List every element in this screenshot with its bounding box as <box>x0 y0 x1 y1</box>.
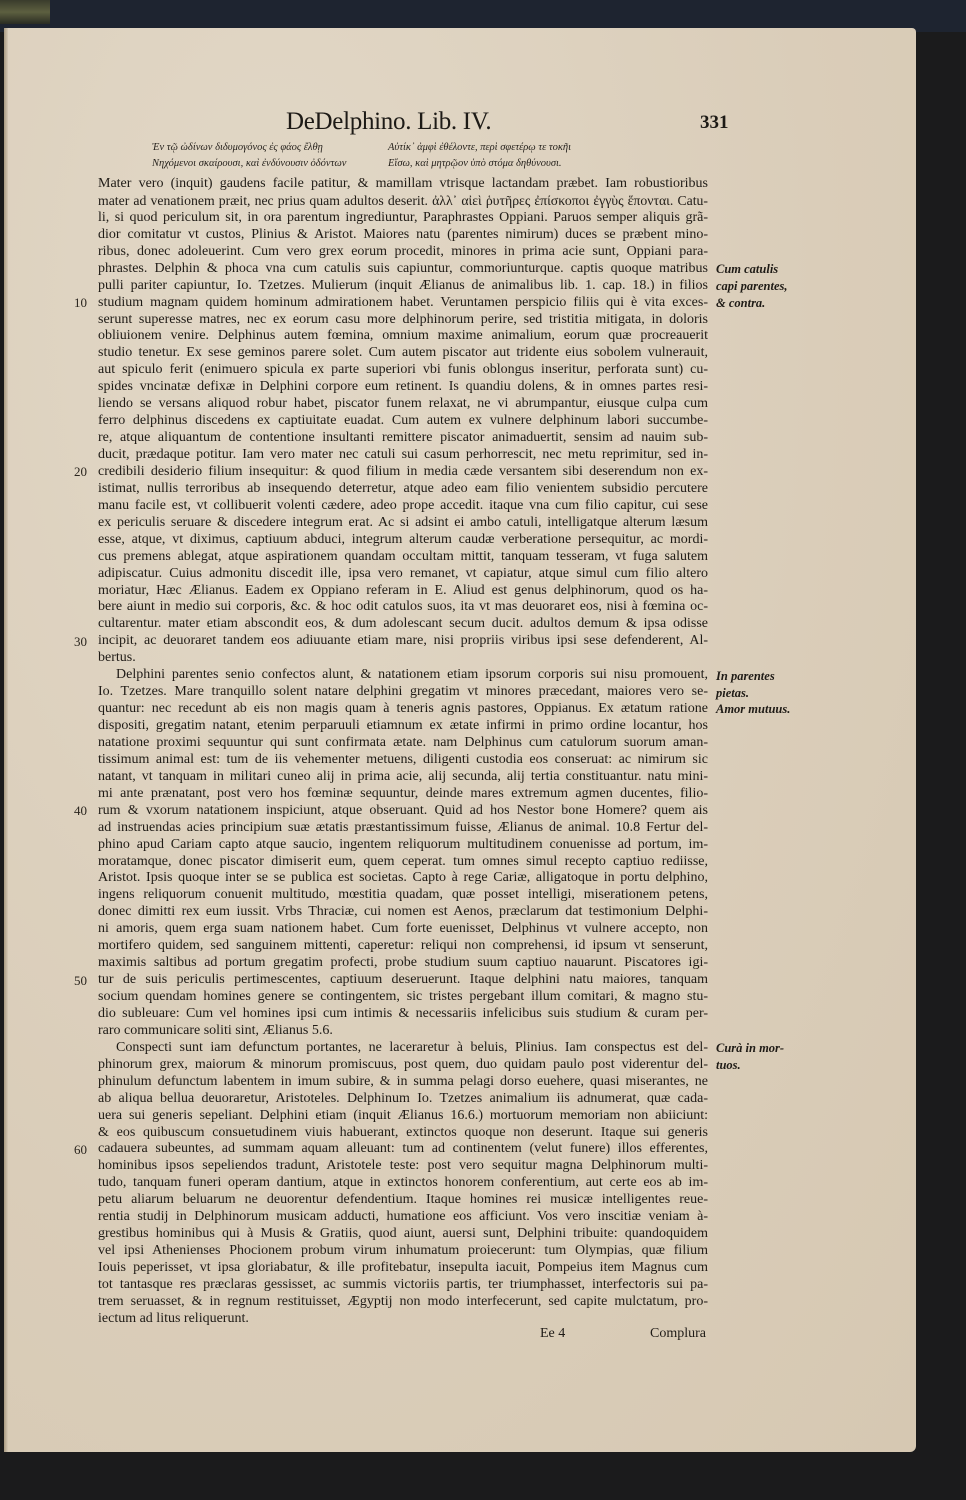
text-line: tot tantasque res præclaras gessisset, ac summis victoriis partis, ter triumphasset, interfectoris sui pa- <box>98 1276 708 1292</box>
text-line: serunt superesse matres, nec ex eorum casu more delphinorum perire, sed tristitia mitigata, in doloris <box>98 311 708 327</box>
text-line: rum & vxorum natationem inspiciunt, atque obseruant. Quid ad hos Nestor bone Homere? quem ais <box>98 802 708 818</box>
text-line: aut spiculo ferit (enimuero spicula ex parte superiori vbi funis oblongus inseritur, perforata sunt) cu- <box>98 362 708 378</box>
text-line: Conspecti sunt iam defunctum portantes, ne laceraretur à beluis, Plinius. Iam conspectus est del- <box>116 1039 708 1055</box>
text-line: bertus. <box>98 650 136 666</box>
margin-note: capi parentes, <box>716 278 788 293</box>
text-line: re, atque aliquantum de contentione insultanti remittere piscator animaduertit, sensim ad nauim sub- <box>98 430 708 446</box>
text-line: istimat, nullis terroribus ab insequendo deterretur, atque adeo eam filio venientem subsidio percutere <box>98 480 708 496</box>
text-line: Iouis peperisset, vt ipsa gloriabatur, & ille profitebatur, insepulta iacuit, Pompeius item Magnus cum <box>98 1260 708 1275</box>
line-number: 30 <box>74 633 87 649</box>
text-line: spides vncinatæ defixæ in Delphini corpore eum retinent. Is quandiu dolens, & in omnes partes resi- <box>98 379 708 395</box>
text-line: credibili desiderio filium insequitur: & quod filium in media cæde versantem sibi deserendum non ex- <box>98 463 708 479</box>
text-line: dior comitatur vt custos, Plinius & Aristot. Maiores natu (parentes nimirum) duces se præbent mino- <box>98 226 708 242</box>
text-line: hominibus ipsos sepeliendos tradunt, Aristotele teste: post vero sequitur magna Delphinorum multi- <box>98 1158 708 1174</box>
text-line: natatione proximi sequuntur qui sunt confirmata ætate. nam Delphinus cum catulorum suorum aman- <box>98 734 708 750</box>
margin-note: Amor mutuus. <box>716 702 791 717</box>
text-line: iectum ad litus reliquerunt. <box>98 1310 249 1326</box>
text-line: cadauera subeuntes, ad summam aquam alleuant: tum ad continentem (velut funere) illos efferentes, <box>98 1141 708 1157</box>
text-line: mortifero quidem, sed sanguinem mittenti, caperetur: reliqui non comprehensi, id ipsum vt senserunt, <box>98 938 708 954</box>
text-line: ad instruendas acies principium suæ ætatis præstantissimum fuisse, Ælianus de animal. 10.8 Fertur del- <box>98 819 708 835</box>
text-line: studio tenetur. Ex sese geminos parere solet. Cum autem piscator aut tridente eius sobolem vulnerauit, <box>98 345 708 361</box>
text-line: donec dimitti rex eum iussit. Vrbs Thraciæ, cui nomen est Aenos, præclarum dat testimonium Delphi- <box>98 904 708 920</box>
text-line: ab aliqua bellua deuoraretur, Aristoteles. Delphinum Io. Tzetzes animalium iis adnumerat, quæ cada- <box>98 1090 708 1106</box>
line-number: 50 <box>74 972 87 988</box>
body-text <box>98 176 708 1328</box>
margin-note: Cum catulis <box>716 261 779 276</box>
page-gutter-edge <box>4 28 8 1452</box>
text-line: maximis saltibus ad portum gregatim profecti, probe studium suum captiuo nauarunt. Piscatores igi- <box>98 955 708 971</box>
text-line: esse, atque, vt diximus, captiuum abduci, integrum alterum caudæ verberatione persequitur, ac mordi- <box>98 531 708 547</box>
text-line: ferro delphinus discedens ex captiuitate euadat. Cum autem ex vulnere delphinum labori succumbe- <box>98 413 708 429</box>
text-line: moriatur, Hæc Ælianus. Eadem ex Oppiano referam in E. Aliud est genus delphinorum, quod os ha- <box>98 582 708 598</box>
text-line: ex periculis seruare & discedere integrum erat. Ac si adsint ei ambo catuli, intelligatque alterum læsum <box>98 514 708 530</box>
text-line: & eos quibuscum consuetudinem viuis habuerant, extinctos quoque non deserunt. Itaque sui generis <box>98 1124 708 1140</box>
text-line: incipit, ac deuoraret tandem eos adiuuante etiam mare, nisi propriis viribus ipsi sese defenderent, Al- <box>98 633 708 649</box>
line-number: 40 <box>74 803 87 819</box>
text-line: cultarentur. mater etiam abscondit eos, & dum adolescant secum ducit. adultos demum & ipsa odisse <box>98 616 708 632</box>
line-number: 60 <box>74 1142 87 1158</box>
text-line: grestibus hominibus qui à Musis & Gratiis, quod aiunt, auersi sunt, Delphini tribuite: quandoquidem <box>98 1226 708 1242</box>
text-line: Delphini parentes senio confectos alunt, & natationem etiam ipsorum corporis sui nisu promouent, <box>116 667 708 683</box>
margin-note: tuos. <box>716 1058 741 1073</box>
text-line: adipiscatur. Cuius admonitu discedit ille, ipsa vero remanet, vt capiatur, atque simul cum filio altero <box>98 565 708 581</box>
line-number: 20 <box>74 464 87 480</box>
paragraph <box>98 1040 708 1328</box>
text-line: tissimum animal est: tum de iis vehementer metuens, diligenti custodia eos conseruat: ac nimirum sic <box>98 751 708 767</box>
text-line: moratamque, donec piscator dimiserit eum, quem ceperat. tum omnes simul recepto captiuo rediisse, <box>98 853 708 869</box>
text-line: ribus, donec adoleuerint. Cum vero grex eorum procedit, minores in prima acie sunt, Oppiani para- <box>98 243 708 259</box>
text-line: tudo, tanquam funeri operam dantium, atque in extinctos honorem conferentium, aut certe eos ab im- <box>98 1175 708 1191</box>
margin-note: Curà in mor- <box>716 1041 785 1056</box>
text-line: ni amoris, quem erga suam nationem habet. Cum forte euenisset, Delphinus vt vulnere accepto, non <box>98 921 708 937</box>
signature-mark: Ee 4 <box>540 1326 566 1341</box>
text-line: obliuionem venire. Delphinus autem fœmina, omnium maxime animalium, eorum quæ procreauerit <box>98 328 708 344</box>
text-line: quantur: nec recedunt ab eis non magis quam à teneris agnis pastores, Oppianus. Ex ætatum ratione <box>98 701 708 717</box>
margin-note: pietas. <box>716 685 749 700</box>
greek-verse-left-2: Νηχόμενοι σκαίρουσι, καὶ ἐνδύνουσιν ὀδόντων <box>152 158 347 169</box>
text-line: ducit, prædaque potitur. Iam vero mater nec catuli sui casum perhorrescit, nec metu reprimitur, sed in- <box>98 447 708 462</box>
text-line: dispositi, gregatim natant, etenim perparuuli etiamnum ex ætate infirmi in primo ordine locantur, hos <box>98 718 708 733</box>
paragraph <box>98 667 708 1040</box>
paragraph <box>98 176 708 667</box>
text-line: phinulum defunctum labentem in imum subire, & in summa pelagi dorso euehere, quasi miserantes, ne <box>98 1073 708 1089</box>
greek-verse-right-2: Εἴσω, καὶ μητρῷον ὑπὸ στόμα δηθύνουσι. <box>388 158 562 169</box>
text-line: phrastes. Delphin & phoca vna cum catulis suis capiuntur, commoriunturque. captis quoque matribus <box>98 260 708 276</box>
text-line: mi ante prænatant, post vero hos fœminæ sequuntur, deinde mares extremum agmen ducentes, filio- <box>98 785 708 801</box>
text-line: phinorum grex, maiorum & minorum promiscuus, post quem, duo quidam paulo post viderentur del- <box>98 1056 708 1072</box>
text-line: tur de suis periculis pertimescentes, captiuum deseruerunt. Itaque delphini natu maiores, tanquam <box>98 972 708 988</box>
text-line: Mater vero (inquit) gaudens facile patitur, & mamillam vtrisque lactandam præbet. Iam robustioribus <box>98 176 708 191</box>
text-line: Aristot. Ipsis quoque inter se se publica est societas. Capto à rege Cariæ, alligatoque in portu delphino, <box>98 870 708 886</box>
text-line: socium quendam homines genere se contingentem, sic tristes pergebant illum comitari, & magno stu- <box>98 989 708 1004</box>
margin-note: & contra. <box>716 295 766 310</box>
text-line: bere aiunt in medio sui corporis, &c. & hoc odit catulos suos, ita vt mas deuoraret eos, nisi à fœmina oc- <box>98 599 708 615</box>
text-line: uera sui generis sepeliant. Delphini etiam (inquit Ælianus 16.6.) mortuorum memoriam non abiiciunt: <box>98 1107 708 1123</box>
running-title: DeDelphino. Lib. IV. <box>286 108 492 135</box>
text-line: studium magnam quidem hominum admirationem habet. Veruntamen perspicio filiis qui è vita exces- <box>98 294 708 310</box>
book-binding <box>0 0 50 24</box>
text-line: pulli pariter capiuntur, Io. Tzetzes. Mulierum (inquit Ælianus de animalibus lib. 1. cap. 18.) in filios <box>98 277 708 293</box>
text-line: cus premens ablegat, atque aspirationem quandam occultam mittit, tanquam tesseram, vt fuga salutem <box>98 548 708 564</box>
greek-verse-left-1: Ἐν τῷ ὠδίνων διδυμογόνος ἐς φάος ἔλθῃ <box>152 142 323 153</box>
text-line: dio subleuare: Cum vel homines ipsi cum intimis & necessariis infelicibus suis studium & curam per- <box>98 1005 708 1021</box>
text-line: liendo se versans aliquod robur habet, piscator funem relaxat, ne vi abrumpantur, eiusque culpa cum <box>98 396 708 412</box>
text-line: manu facile est, vt collibuerit volenti cædere, adeo prope accedit. itaque vna cum filio capitur, cui sese <box>98 497 708 513</box>
text-line: raro communicare soliti sint, Ælianus 5.6. <box>98 1022 333 1038</box>
text-line: petu aliarum beluarum ne deuorentur defendentium. Itaque homines rei musicæ intelligentes reue- <box>98 1192 708 1208</box>
text-line: li, si quod periculum sit, in ora parentum ingrediuntur, Paraphrastes Oppiani. Paruos semper aliquis grã- <box>98 209 708 225</box>
catchword: Complura <box>650 1326 706 1341</box>
page-number: 331 <box>700 112 729 133</box>
text-line: phino apud Cariam capto atque saucio, ingentem reliquorum multitudinem conuenisse ad portum, im- <box>98 836 708 852</box>
text-line: rentia studij in Delphinorum musicam adducti, humatione eos afficiunt. Vos vero inscitiæ veniam à- <box>98 1209 708 1225</box>
text-line: vel ipsi Athenienses Phocionem probum virum inhumatum proiecerunt: tum Olympias, quæ filium <box>98 1243 708 1259</box>
greek-verse-right-1: Αὐτίκ᾽ ἀμφὶ ἐθέλοντε, περὶ σφετέρῳ τε τοκῆι <box>388 142 572 153</box>
text-line: ingens reliquorum conuenit multitudo, mœstitia quadam, quæ posset intelligi, miserationem petens, <box>98 887 708 903</box>
text-line: Io. Tzetzes. Mare tranquillo solent natare delphini gregatim vt minores præcedant, maiores vero se- <box>98 684 708 700</box>
text-line: trem seruasset, & in regnum restituisset, Ægyptij non modo interfecerunt, sed capite mulctatum, pro- <box>98 1293 708 1309</box>
text-line: mater ad venationem præit, nec prius quam adultos deserit. ἀλλ᾽ αἰεὶ ῥυτῆρες ἐπίσκοποι ἐγγὺς ἕπονται. Catu- <box>98 192 708 208</box>
line-number: 10 <box>74 294 87 310</box>
text-line: natant, vt tanquam in militari cuneo alij in prima acie, alij secunda, alij tertia constituantur. natu mini- <box>98 768 708 784</box>
margin-note: In parentes <box>716 668 775 683</box>
